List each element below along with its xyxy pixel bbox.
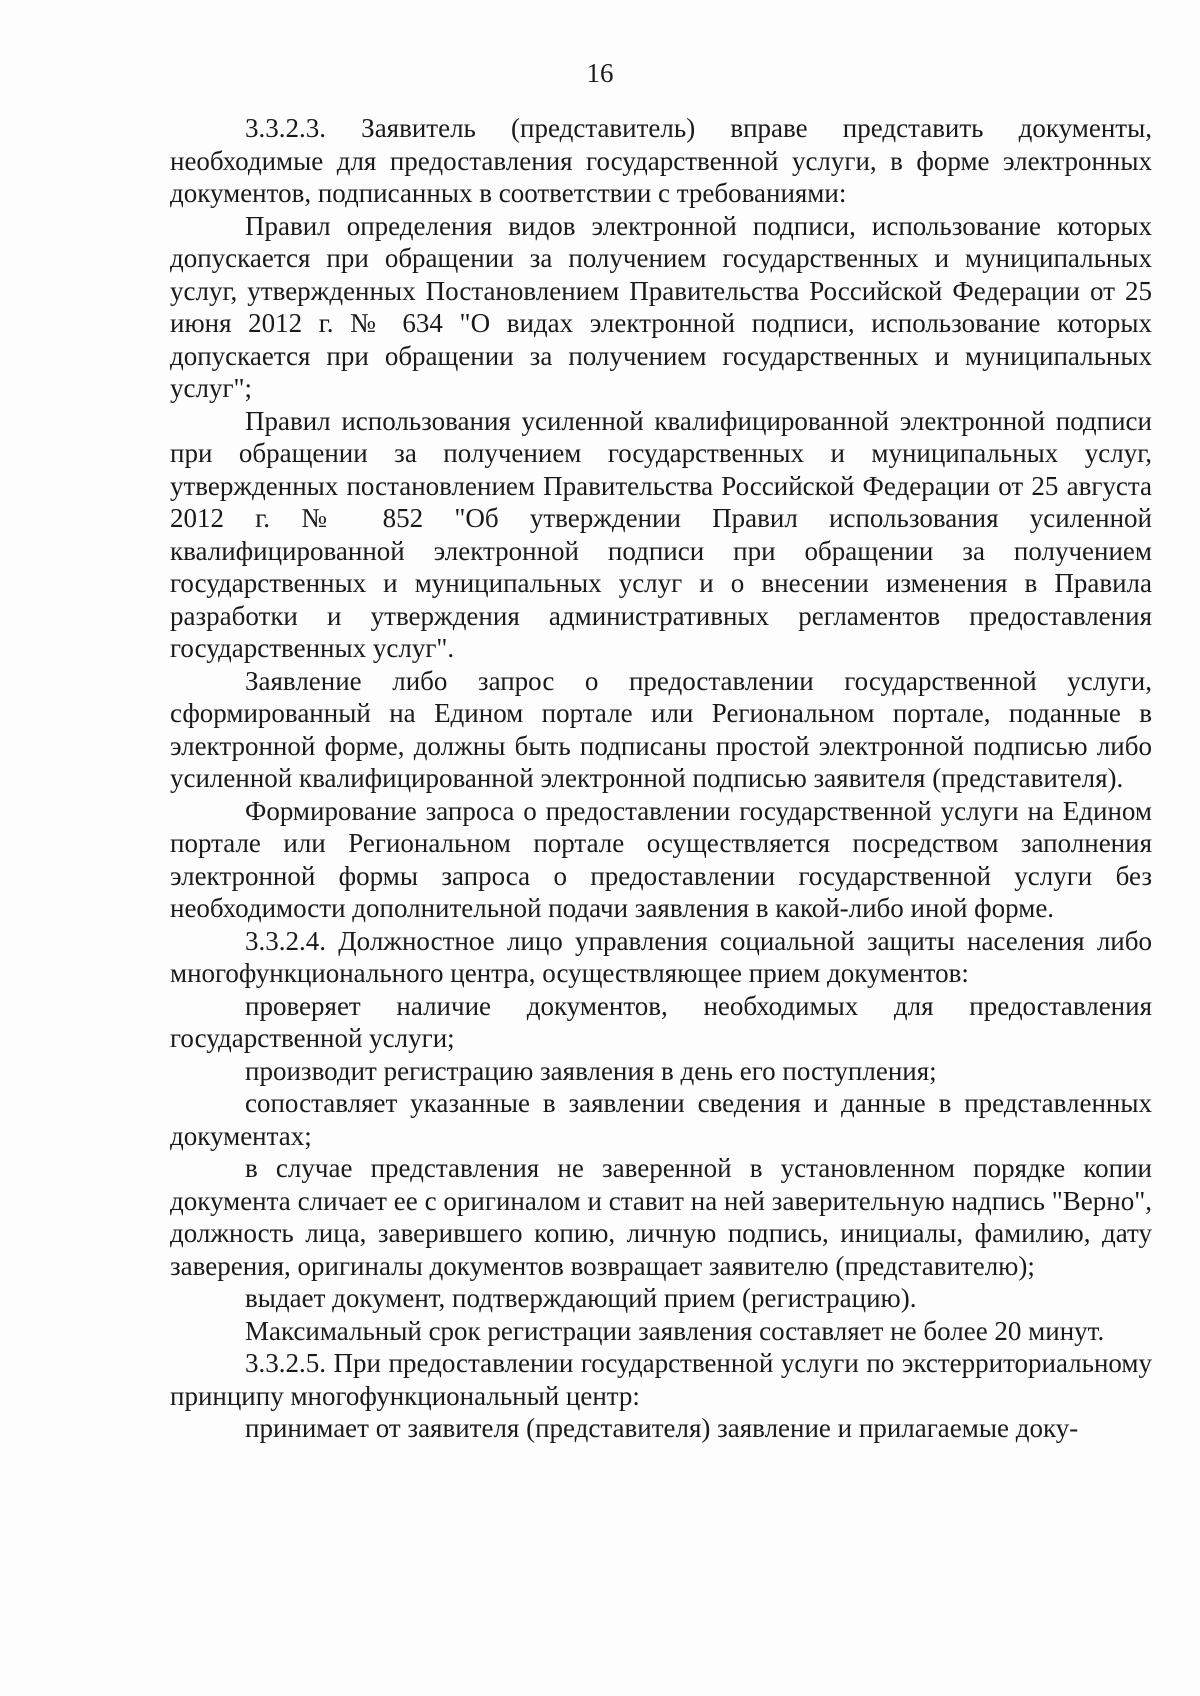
page-number: 16 [586, 58, 614, 88]
paragraph-compares-data: сопоставляет указанные в заявлении сведения и данные в представленных документах; [170, 1088, 1152, 1151]
paragraph-request-forming: Формирование запроса о предоставлении государственной услуги на Едином портале или Региональном портале осуществляется посредством заполнения электронной формы запроса о предоставлении государственной услуги без необходимости дополнительной подачи заявления в какой-либо иной форме. [170, 795, 1152, 923]
paragraph-certifies-copy: в случае представления не заверенной в установленном порядке копии документа сличает ее с оригиналом и ставит на ней заверительную надпись "Верно", должность лица, заверившего копию, личную подпись, инициалы, фамилию, дату заверения, оригиналы документов возвращает заявителю (представителю); [170, 1153, 1152, 1281]
paragraph-accepts-application: принимает от заявителя (представителя) заявление и прилагаемые доку- [245, 1413, 1079, 1443]
paragraph-issues-receipt: выдает документ, подтверждающий прием (регистрацию). [245, 1283, 917, 1313]
paragraph-3-3-2-4: 3.3.2.4. Должностное лицо управления социальной защиты населения либо многофункционального центра, осуществляющее прием документов: [170, 925, 1152, 988]
paragraph-registers-application: производит регистрацию заявления в день его поступления; [245, 1055, 937, 1086]
paragraph-3-3-2-3: 3.3.2.3. Заявитель (представитель) вправе представить документы, необходимые для предоставления государственной услуги, в форме электронных документов, подписанных в соответствии с требованиями: [170, 113, 1152, 208]
paragraph-application-signing: Заявление либо запрос о предоставлении государственной услуги, сформированный на Едином портале или Региональном портале, поданные в электронной форме, должны быть подписаны простой электронной подписью либо усиленной квалифицированной электронной подписью заявителя (представителя). [170, 665, 1152, 793]
paragraph-rules-signature-types: Правил определения видов электронной подписи, использование которых допускается при обращении за получением государственных и муниципальных услуг, утвержденных Постановлением Правительства Российской Федерации от 25 июня 2012 г. № 634 "О видах электронной подписи, использование которых допускается при обращении за получением государственных и муниципальных услуг"; [170, 210, 1152, 403]
paragraph-max-registration-time: Максимальный срок регистрации заявления составляет не более 20 минут. [245, 1315, 1105, 1346]
paragraph-3-3-2-5: 3.3.2.5. При предоставлении государственной услуги по экстерриториальному принципу многофункциональный центр: [170, 1348, 1152, 1411]
document-body [170, 112, 1152, 1445]
paragraph-rules-qualified-signature: Правил использования усиленной квалифицированной электронной подписи при обращении за получением государственных и муниципальных услуг, утвержденных постановлением Правительства Российской Федерации от 25 августа 2012 г. № 852 "Об утверждении Правил использования усиленной квалифицированной электронной подписи при обращении за получением государственных и муниципальных услуг и о внесении изменения в Правила разработки и утверждения административных регламентов предоставления государственных услуг". [170, 405, 1152, 663]
paragraph-checks-documents: проверяет наличие документов, необходимых для предоставления государственной услуги; [170, 990, 1152, 1053]
